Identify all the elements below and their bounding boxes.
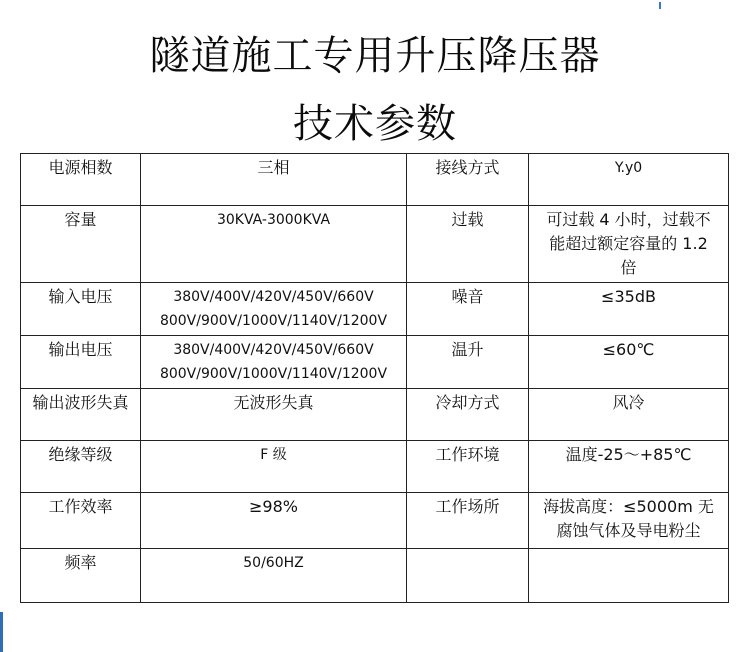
param-value (529, 336, 729, 389)
param-value (529, 389, 729, 441)
param-value (529, 283, 729, 336)
table-row (21, 336, 729, 389)
spec-table (20, 153, 729, 603)
value-line: 温度-25～+85℃ (565, 445, 692, 464)
value-line: 风冷 (612, 393, 645, 412)
value-line: 腐蚀气体及导电粉尘 (556, 521, 701, 540)
value-line: 380V/400V/420V/450V/660V (173, 342, 374, 358)
param-label: 过载 (407, 206, 529, 283)
param-value (141, 283, 407, 336)
page-title: 隧道施工专用升压降压器 (149, 33, 601, 79)
param-value (141, 389, 407, 441)
param-value (141, 336, 407, 389)
param-value (141, 206, 407, 283)
param-label: 工作场所 (407, 493, 529, 549)
param-value (529, 549, 729, 603)
value-line: 800V/900V/1000V/1140V/1200V (159, 313, 388, 329)
left-edge-bar (0, 612, 3, 652)
top-border (0, 0, 750, 2)
param-label: 输出电压 (21, 336, 141, 389)
table-row (21, 154, 729, 206)
param-value (141, 549, 407, 603)
param-value (141, 154, 407, 206)
param-label: 输出波形失真 (21, 389, 141, 441)
param-label (407, 549, 529, 603)
table-row (21, 493, 729, 549)
value-line: 三相 (257, 158, 290, 177)
param-value (141, 441, 407, 493)
top-marker (659, 2, 661, 9)
value-line: Y.y0 (614, 160, 643, 176)
value-line: ≥98% (249, 497, 298, 516)
value-line: 50/60HZ (243, 555, 304, 571)
table-row (21, 389, 729, 441)
value-line: F 级 (260, 447, 287, 463)
param-value (529, 206, 729, 283)
param-value (141, 493, 407, 549)
param-value (529, 493, 729, 549)
value-line: 可过载 4 小时，过载不 (546, 210, 711, 229)
value-line: 海拔高度：≤5000m 无 (543, 497, 714, 516)
value-line: 能超过额定容量的 1.2 (549, 234, 708, 253)
param-label: 噪音 (407, 283, 529, 336)
table-row (21, 283, 729, 336)
value-line: 800V/900V/1000V/1140V/1200V (159, 366, 388, 382)
value-line: ≤60℃ (602, 340, 655, 359)
param-label: 频率 (21, 549, 141, 603)
param-label: 电源相数 (21, 154, 141, 206)
table-row (21, 549, 729, 603)
param-label: 冷却方式 (407, 389, 529, 441)
page-subtitle: 技术参数 (293, 101, 457, 147)
param-label: 输入电压 (21, 283, 141, 336)
param-label: 工作效率 (21, 493, 141, 549)
param-label: 接线方式 (407, 154, 529, 206)
param-label: 工作环境 (407, 441, 529, 493)
table-row (21, 206, 729, 283)
value-line: 30KVA-3000KVA (216, 212, 331, 228)
value-line: 380V/400V/420V/450V/660V (173, 289, 374, 305)
param-value (529, 441, 729, 493)
table-row (21, 441, 729, 493)
param-value (529, 154, 729, 206)
param-label: 温升 (407, 336, 529, 389)
value-line: 倍 (620, 258, 637, 277)
param-label: 容量 (21, 206, 141, 283)
param-label: 绝缘等级 (21, 441, 141, 493)
value-line: 无波形失真 (233, 393, 314, 412)
value-line: ≤35dB (601, 287, 656, 306)
